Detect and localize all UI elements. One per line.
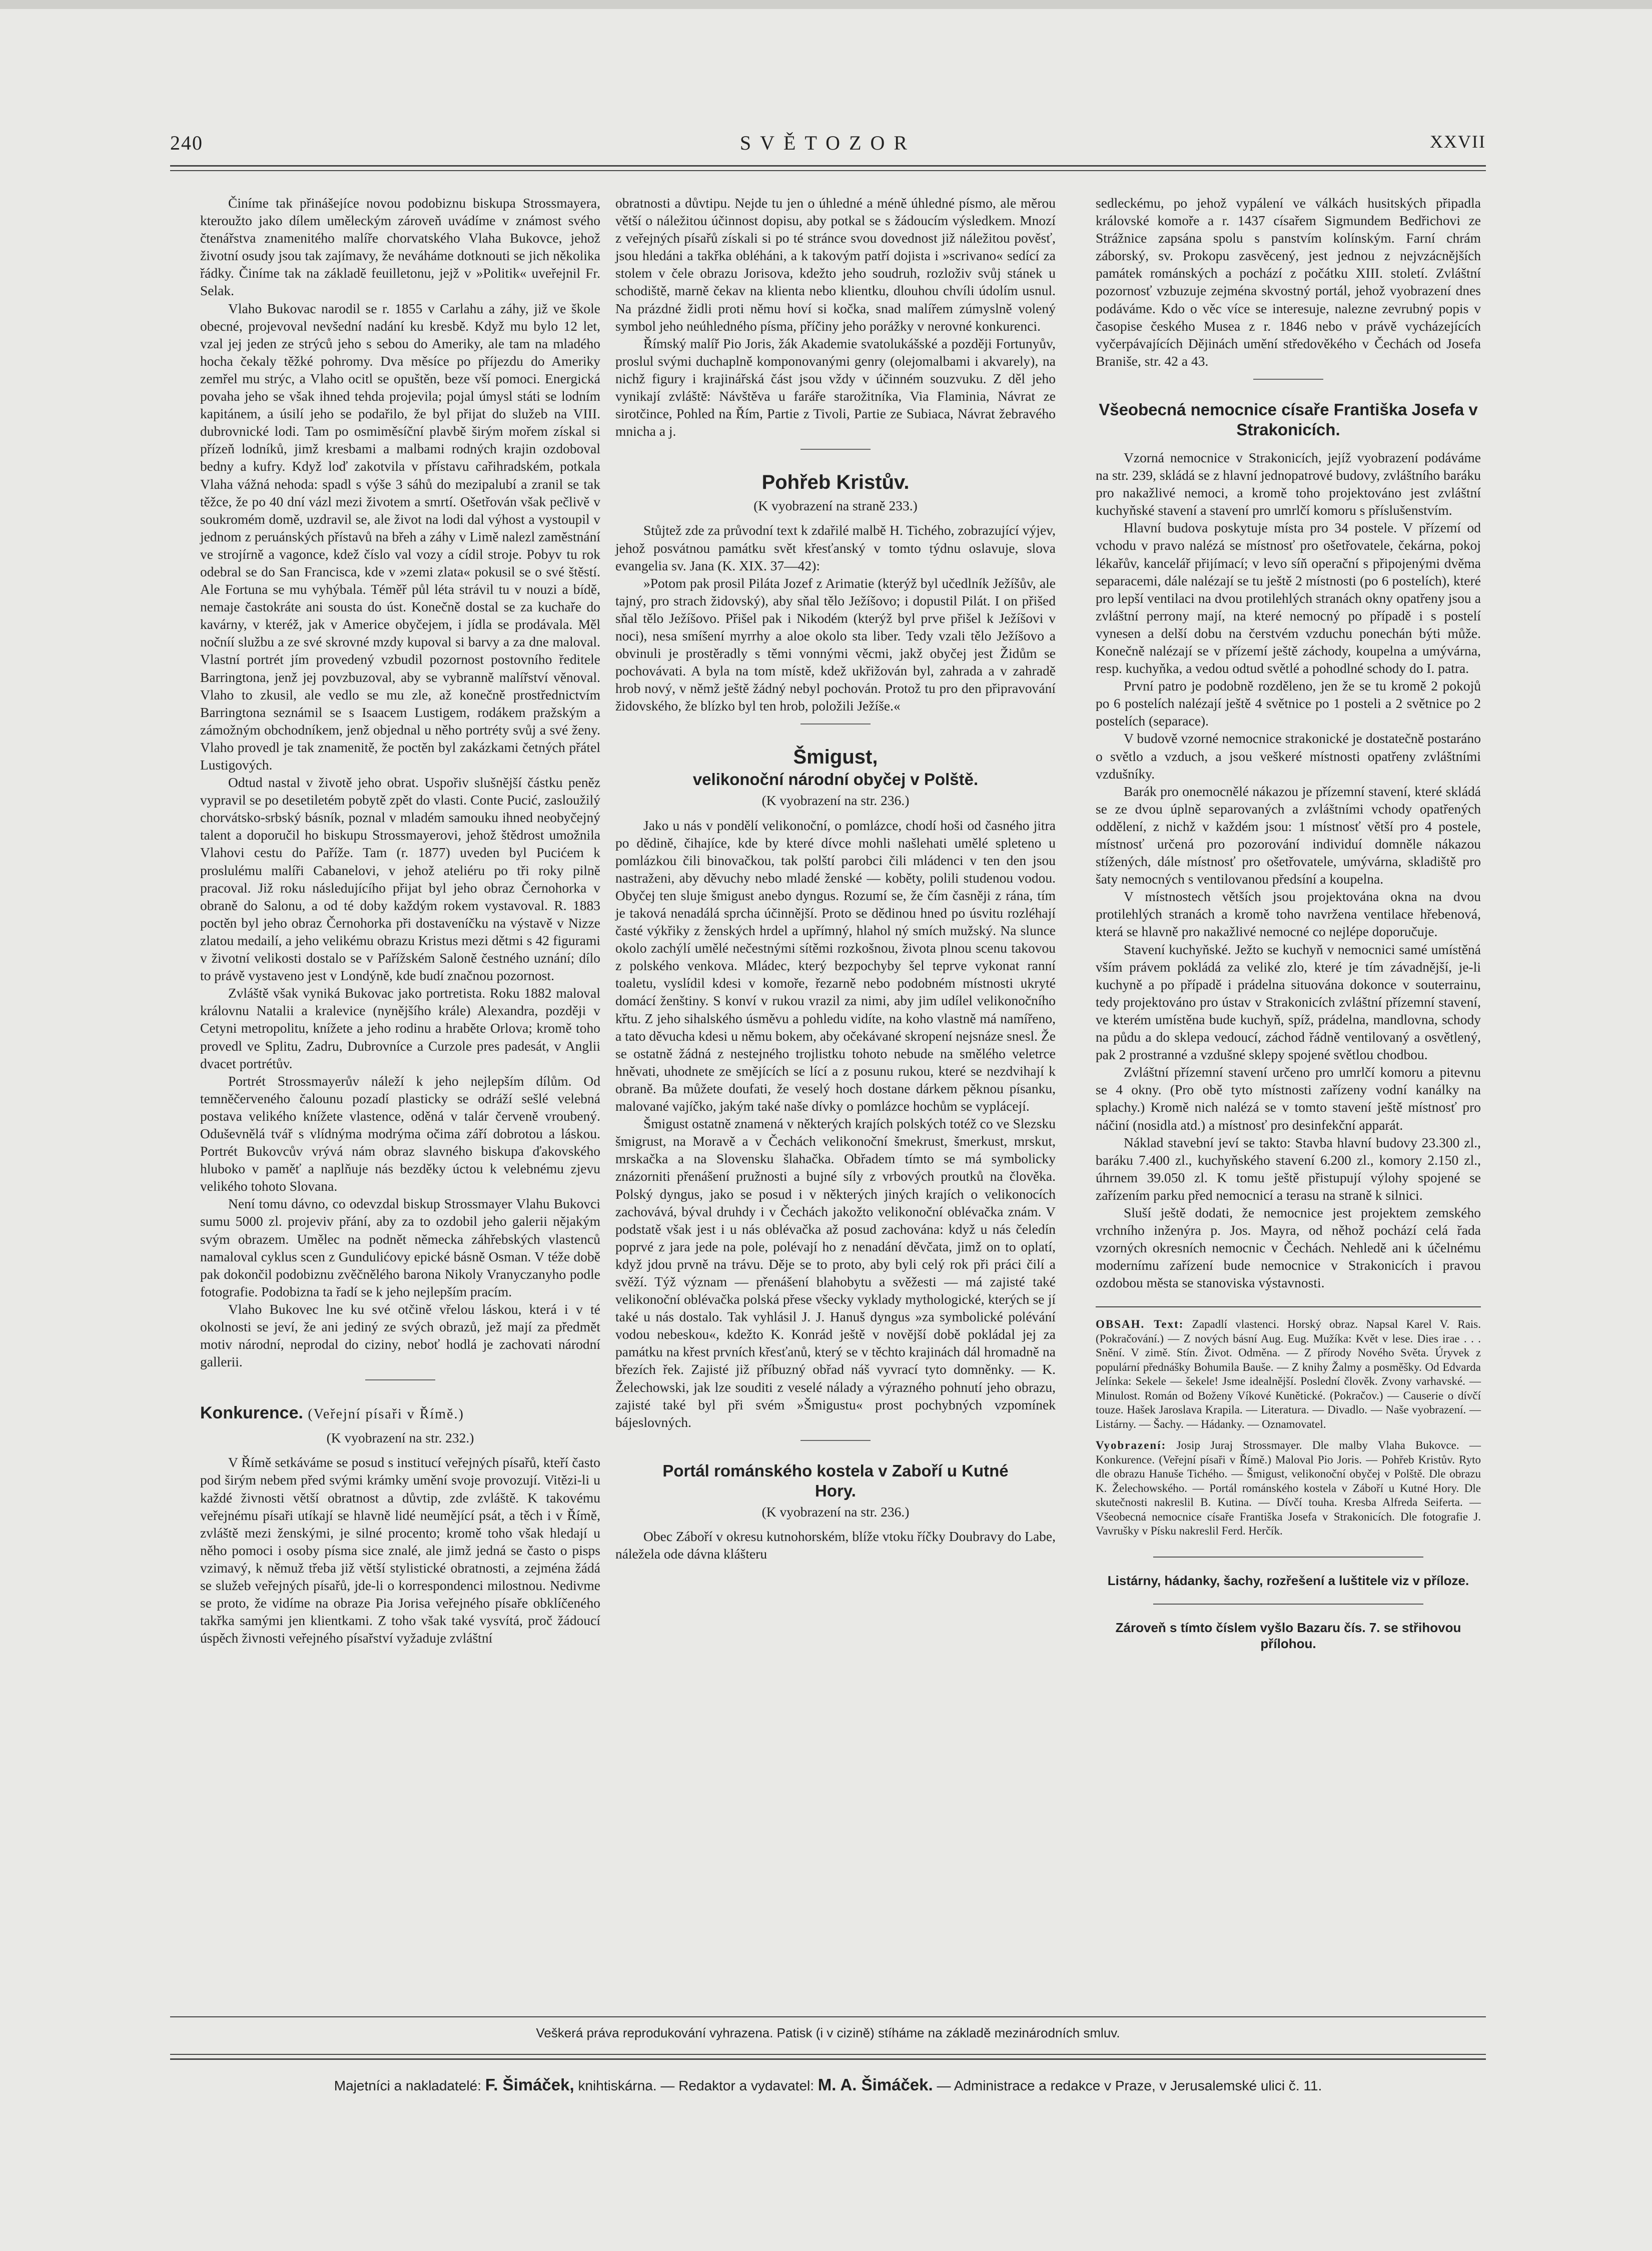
illustration-reference: (K vyobrazení na str. 232.) <box>326 1430 474 1446</box>
paragraph: Stůjtež zde za průvodní text k zdařilé malbě H. Tichého, zobrazující výjev, jehož posvátnou památku svět křesťanský v tomto týdnu oslavuje, slova evangelia sv. Jana (K. XIX. 37—42): <box>615 522 1056 573</box>
illustration-reference: (K vyobrazení na str. 236.) <box>761 793 910 809</box>
section-divider <box>800 723 871 724</box>
paragraph: Římský malíř Pio Joris, žák Akademie svatolukášské a později Fortunyův, proslul svými duchaplně komponovanými genry (olejomalbami i akvarely), na nichž figury i krajinářská část jsou vždy v účinném souzvuku. Z děl jeho vynikají zvláště: Návštěva u faráře starožitníka, Via Flaminia, Návrat ze sirotčince, Pohled na Řím, Partie z Tivoli, Partie ze Subiaca, Návrat žebravého mnicha a j. <box>615 335 1056 439</box>
paragraph: V místnostech větších jsou projektována okna na dvou protilehlých stranách a kromě toho navržena ventilace hřebenová, která se hlavně pro nakažlivé nemocné co nejlépe doporučuje. <box>1096 889 1481 940</box>
column-1 <box>200 194 600 1647</box>
owner-label: Majetníci a nakladatelé: <box>334 2078 481 2093</box>
paragraph: Jako u nás v pondělí velikonoční, o pomlázce, chodí hoši od časného jitra po dědině, čihajíce, kde by které dívce mohli našlehati umělé spleteno u pomlázkou čili binovačkou, tak polští parobci čili mládenci v ten den jsou nastraženi, aby děvuchy nebo mladé ženské — koběty, polili studenou vodou. Obyčej ten sluje šmigust anebo dyngus. Rozumí se, že čím časněji z rána, tím je taková nenadálá sprcha účinnější. Proto se dědinou hned po úsvitu rozléhají časté výkřiky z ženských hrdel a upřímný, hlahol ný smích mužský. Na slunce okolo zachýlí umělé nečestnými sítěmi rozkošnou, života plnou scenu takovou z polského venkova. Mládec, který bezpochyby šel teprve vykonat ranní toaletu, vyslídil kdesi v komoře, řezarně nebo podobném místnosti ukryté domácí ženštiny. S konví v rukou vrazil za nimi, aby jim udílel velikonočního křtu. Z jeho sihalského úsměvu a pohledu vidíte, na koho vlastně má namířeno, a tato děvucha kdesi u němu bokem, aby očekávané skropení nejsnáze snesl. Že se ostatně žádná z nestejného trojlistku tohoto nebude na smělého veletrce hněvati, uhodnete ze smějících se lící a z posunu rukou, které se nezdvihají k obraně. Ba můžete doufati, že veselý hoch dostane dárkem pěknou písanku, malované vajíčko, jakým také naše dívky o pomlázce hochům se vyplácejí. <box>615 817 1056 1114</box>
notes-rule <box>1153 1557 1423 1558</box>
supplement-notes <box>1096 1557 1481 1652</box>
paragraph: Zvláštní přízemní stavení určeno pro umrlčí komoru a pitevnu se 4 okny. (Pro obě tyto místnosti zařízeny vodní kanálky na splachy.) Kromě nich nalézá se v tomto stavení ještě místnosť pro náčiní (nosidla atd.) a místnosť pro desinfekční apparát. <box>1096 1064 1481 1133</box>
administration-address: — Administrace a redakce v Praze, v Jerusalemské ulici č. 11. <box>937 2078 1322 2093</box>
paragraph: Odtud nastal v životě jeho obrat. Uspořiv slušnější částku peněz vypravil se po desetiletém pobytě zpět do vlasti. Conte Pucić, zasloužilý chorvátsko-srbský básník, poznal v mladém samouku ihned neobyčejný talent a doporučil ho biskupu Strossmayerovi, jehož štědrost umožnila Vlahovi cestu do Paříže. Tam (r. 1877) uveden byl Pucićem k proslulému malíři Cabanelovi, v jehož ateliéru po tři roky pilně pracoval. Již roku následujícího přijat byl jeho obraz Černohorka v obraně do Salonu, a od té doby každým rokem vystavoval. R. 1883 poctěn byl jeho obraz Černohorka při dostaveníčku na výstavě v Nizze zlatou medailí, a jeho velikému obrazu Kristus mezi dětmi s 42 figurami v životní velikosti dostalo se v Pařížském Saloně čestného uznání; dílo to právě vystaveno jest v Londýně, kde budí značnou pozornost. <box>200 775 600 984</box>
running-header <box>170 131 1486 161</box>
article-title: Všeobecná nemocnice císaře Františka Josefa v Strakonicích. <box>1099 400 1478 439</box>
article-title: Portál románského kostela v Zaboří u Kutné Hory. <box>662 1461 1009 1500</box>
title-main: Konkurence. <box>200 1403 303 1423</box>
title-parenthetical: (Veřejní písaři v Římě.) <box>308 1406 464 1422</box>
page-number: 240 <box>170 132 203 154</box>
illustrations-label: Vyobrazení: <box>1096 1439 1167 1452</box>
paragraph: Portrét Strossmayerův náleží k jeho nejlepším dílům. Od temněčerveného čalounu pozadí plasticky se odráží sešlé velebná postava velikého knížete vlastence, oděná v talár červeně vroubený. Oduševnělá tvář s vlídnýma modrýma očima září dobrotou a láskou. Portrét Bukovcův vrývá nám obraz slavného biskupa ďakovského hluboko v paměť a naplňuje nás bezděky úctou k velebnému zjevu velikého tohoto Slovana. <box>200 1073 600 1194</box>
masthead: SVĚTOZOR <box>739 132 917 154</box>
paragraph: V Římě setkáváme se posud s institucí veřejných písařů, kteří často pod širým nebem před svými krámky umění svoje provozují. Vitězi-li u každé živnosti větší obratnost a důvtip, zde zvláště. K takovému veřejnému písaři utíkají se hlavně lidé neumějící psát, a těch i v Římě, zvláště mezi ženskými, je silné procento; kromě toho však hledají u něho pomoci i osoby písma sice znalé, ale jimž jedná se často o pisps vzimavý, k němuž třeba již větší stylistické obratnosti, a zejména žádá se služeb veřejných písařů, jde-li o korrespondenci milostnou. Nedivme se proto, že vidíme na obraze Pia Jorisa veřejného písaře obklíčeného takřka samými jen klientkami. Z toho však také vysvítá, proč žádoucí úspěch živnosti veřejného písařství vyžaduje zvláštní <box>200 1454 600 1646</box>
paragraph: V budově vzorné nemocnice strakonické je dostatečně postaráno o světlo a vzduch, a jsou veškeré místnosti opatřeny zvláštními vzdušníky. <box>1096 730 1481 782</box>
publisher-line <box>170 2075 1486 2094</box>
notes-rule <box>1153 1604 1423 1605</box>
paragraph: Vlaho Bukovec lne ku své otčině vřelou láskou, která i v té okolnosti se jeví, že ani jediný ze svých obrazů, jež mají za předmět motiv národní, neprodal do ciziny, neboť hodlá je zachovati národní gallerii. <box>200 1301 600 1370</box>
table-of-contents <box>1096 1317 1481 1539</box>
footer-rule <box>170 2058 1486 2060</box>
header-rule-thin <box>170 170 1486 171</box>
section-divider <box>365 1379 435 1380</box>
paragraph: První patro je podobně rozděleno, jen že se tu kromě 2 pokojů po 6 postelích nalézají ještě 4 světnice po 1 posteli a 2 světnice po 2 postelích (separace). <box>1096 678 1481 729</box>
owner-name: F. Šimáček, <box>485 2075 574 2094</box>
contents-text-block <box>1096 1317 1481 1431</box>
contents-rule <box>1096 1306 1481 1307</box>
illustration-reference: (K vyobrazení na str. 236.) <box>761 1504 910 1520</box>
column-2 <box>615 194 1056 1563</box>
footer-rule <box>170 2016 1486 2017</box>
rights-notice: Veškerá práva reprodukování vyhrazena. Patisk (i v cizině) stíháme na základě mezinárodních smluv. <box>536 2025 1120 2040</box>
editor-label: knihtiskárna. — Redaktor a vydavatel: <box>578 2078 814 2093</box>
paragraph: Činíme tak přinášejíce novou podobiznu biskupa Strossmayera, kteroužto jako dílem uměleckým zároveň uvádíme v známost svého čtenářstva znamenitého malíře chorvatského Vlaha Bukovce, jehož životní osudy jsou tak zajímavy, že neváháme dotknouti se jich několika řádky. Činíme tak na základě feuilletonu, jejž v »Politik« uveřejnil Fr. Selak. <box>200 195 600 299</box>
contents-text: Zapadlí vlastenci. Horský obraz. Napsal Karel V. Rais. (Pokračování.) — Z nových básní Aug. Eug. Mužíka: Květ v lese. Dies irae . . . Snění. V zimě. Stín. Život. Odměna. — Z přírody Nového Světa. Úryvek z populární přednášky Bohumila Bauše. — Z knihy Žalmy a posměšky. Od Edvarda Jelínka: Sekele — šekele! Jsme idealnější. Poslední člověk. Zvony varhavské. — Minulost. Román od Boženy Víkové Kunětické. (Pokračov.) — Causerie o dívčí touze. Hašek Jaroslava Krapila. — Literatura. — Divadlo. — Naše vyobrazení. — Listárny. — Šachy. — Hádanky. — Oznamovatel. <box>1096 1318 1481 1430</box>
section-divider <box>800 1440 871 1441</box>
paragraph: Vzorná nemocnice v Strakonicích, jejíž vyobrazení podáváme na str. 239, skládá se z hlavní jednopatrové budovy, zvláštního baráku pro nakažlivé nemoci, a kromě toho projektováno jest zvláštní kuchyňské stavení a stavení pro umrlčí komoru s příslušenstvím. <box>1096 449 1481 518</box>
footer-rule <box>170 2054 1486 2055</box>
paragraph: Sluší ještě dodati, že nemocnice jest projektem zemského vrchního inženýra p. Jos. Mayra, od něhož pochází celá řada vzorných okresních nemocnic v Čechách. Nehledě ani k účelnému modernímu zařízení bude nemocnice v Strakonicích i pravou ozdobou města se stanoviska výstavnosti. <box>1096 1204 1481 1291</box>
editor-name: M. A. Šimáček. <box>817 2075 933 2094</box>
section-divider <box>800 449 871 450</box>
paragraph: Hlavní budova poskytuje místa pro 34 postele. V přízemí od vchodu v pravo nalézá se místnosť pro ošetřovatele, čekárna, pokoj lékařův, kancelář přijímací; v levo síň operační s připojenými dvěma separacemi, dále nalézají se tu ještě 2 místnosti (po 6 postelích), které pro lepší ventilaci na dvou protilehlých stranách okny opatřeny jsou a zvláštní perrony mají, na které nemocný po případě i s postelí vynesen a delší dobu na čerstvém vzduchu ponechán býti může. Konečně nalézají se v přízemí ještě záchody, koupelna a umývárna, resp. kuchyňka, a vedou odtud světlé a pohodlné schody do I. patra. <box>1096 520 1481 676</box>
paragraph: Stavení kuchyňské. Ježto se kuchyň v nemocnici samé umístěná vším právem pokládá za veliké zlo, které je tím závadnější, je-li kuchyně a po případě i prádelna situována dokonce v souterrainu, tedy projektováno pro ústav v Strakonicích zvláštní přízemní stavení, ve kterém umístěna bude kuchyň, spíž, prádelna, mandlovna, schody na půdu a do sklepa vedoucí, záchod řádně ventilovaný a osvětlený, pak 2 prostranné a vzdušné sklepy spojené světlou chodbou. <box>1096 941 1481 1063</box>
header-rule <box>170 165 1486 167</box>
paragraph: Barák pro onemocnělé nákazou je přízemní stavení, které skládá se ze dvou úplně separovaných a zvláštními vchody opatřených oddělení, z nichž v každém jsou: 1 místnosť větší pro 4 postele, místnosť určená pro pozorování individuí domněle nákazou stížených, dále místnosť pro ošetřovatele, umývárna, skladiště pro šaty nemocných s ventilovanou předsíní a koupelna. <box>1096 783 1481 887</box>
supplement-note: Zároveň s tímto číslem vyšlo Bazaru čís. 7. se střihovou přílohou. <box>1115 1620 1461 1651</box>
article-title <box>200 1400 600 1427</box>
paragraph: obratnosti a důvtipu. Nejde tu jen o úhledné a méně úhledné písmo, ale měrou větší o náležitou účinnost dopisu, aby potkal se s žádoucím výsledkem. Mnozí z veřejných písařů získali si po té stránce svou dovednost již náležitou pověsť, jsou hledáni a takřka obléháni, a k takovým patří dojista i »scrivano« sedící za stolem v čele obrazu Jorisova, kdežto jeho soudruh, rozloživ svůj stánek u schodiště, marně čekav na klienta nebo klientku, dlouhou chvíli údolím usnul. Na prázdné židli proti němu hoví si kočka, snad malířem zúmyslně volený symbol jeho neúhledného písma, příčiny jeho porážky v nerovné konkurenci. <box>615 195 1056 334</box>
paragraph: sedleckému, po jehož vypálení ve válkách husitských připadla královské komoře a r. 1437 císařem Sigmundem Bedřichovi ze Strážnice zapsána spolu s panstvím kolínským. Farní chrám záborský, sv. Prokopu zasvěcený, jest jednou z nejvzácnějších památek románských a pochází z počátku XIII. století. Zvláštní pozornosť vzbuzuje zejména skvostný portál, jehož vyobrazení dnes podáváme. Kdo o věc více se interesuje, nalezne zevrubný popis v časopise českého Musea z r. 1846 nebo v právě vycházejících vyčerpávajících Dějinách umění středověkého v Čechách od Josefa Braniše, str. 42 a 43. <box>1096 195 1481 369</box>
paragraph: Náklad stavební jeví se takto: Stavba hlavní budovy 23.300 zl., baráku 7.400 zl., kuchyňského stavení 6.200 zl., komory 2.150 zl., úhrnem 39.050 zl. K tomu ještě přistupují výlohy spojené se zařízením parku před nemocnicí a terasu na straně k silnici. <box>1096 1134 1481 1203</box>
paragraph: Šmigust ostatně znamená v některých krajích polských totéž co ve Slezsku šmigrust, na Moravě a v Čechách velikonoční šmekrust, šmerkust, mrskut, mrskačka a na Slovensku šlahačka. Obřadem tímto se má symbolicky znázorniti přenášení pružnosti a bujné síly z vrbových proutků na člověka. Polský dyngus, jako se posud i v některých jiných krajích o velikonocích zachovává, býval druhdy i v Čechách jakožto velikonoční oblévačka znám. V podstatě však jest i u nás oblévačka až posud zachována: když u nás čeledín poprvé z jara jede na pole, polévají ho z nenadání děvčata, jimž on to oplatí, když jdou prvně na trávu. Děje se to proto, aby byli celý rok při práci čilí a svěží. Týž význam — přenášení blahobytu a svěžesti — má zajisté také velikonoční oblévačka polská přese všecky vyklady mythologické, kterých se jí také u nás dostalo. Tak vyhlásil J. J. Hanuš dyngus »za symbolické polévání vodou nebeskou«, kdežto K. Konrád ještě v novější době pokládal jej za památku na křest prvních křesťanů, který se v těchto krajinách dál hromadně na březích řek. Zajisté již příbuzný obřad náš vyvrací tyto domněnky. — K. Želechowski, jak lze souditi z veselé nálady a výrazného pohnutí jeho obrazu, zajisté také byl při svém »Šmigustu« prost pochybných vzpomínek bájeslovných. <box>615 1116 1056 1430</box>
article-title: Šmigust, <box>793 746 878 769</box>
section-divider <box>1253 379 1323 380</box>
article-subtitle: velikonoční národní obyčej v Polště. <box>692 770 979 789</box>
article-title: Pohřeb Kristův. <box>761 471 910 494</box>
illustrations-text: Josip Juraj Strossmayer. Dle malby Vlaha Bukovce. — Konkurence. (Veřejní písaři v Římě.) Maloval Pio Joris. — Pohřeb Kristův. Rytо dle obrazu Hanuše Tichého. — Šmigust, velikonoční obyčej v Polště. Dle obrazu K. Želechowského. — Portál románského kostela v Záboří u Kutné Hory. Dle skutečnosti nakreslil B. Kutina. — Dívčí touha. Kresba Alfreda Seiferta. — Všeobecná nemocnice císaře Františka Josefa v Strakonicích. Dle fotografie J. Vavrušky v Písku nakreslil Ferd. Herčík. <box>1096 1439 1481 1538</box>
paragraph: Vlaho Bukovac narodil se r. 1855 v Carlahu a záhy, již ve škole obecné, projevoval nevšední nadání ku kresbě. Když mu bylo 12 let, vzal jej jeden ze strýců jeho s sebou do Ameriky, ale tam na mladého hocha čekaly těžké pohromy. Dva měsíce po příjezdu do Ameriky zemřel mu strýc, a Vlaho ocitl se opuštěn, beze vší pomoci. Energická povaha jeho se však ihned tehda projevila; pojal úmysl státi se lodním kapitánem, a úsilí jeho se podařilo, že byl přijat do služeb na VIII. dubrovnické lodi. Tam po osmiměsíční plavbě širým mořem získal si přízeň lodníků, jimž kresbami a malbami rodných krajin ozdoboval bedny a kufry. Když loď zakotvila v přístavu cařihradském, potkala Vlaha vážná nehoda: spadl s výše 3 sáhů do mezipalubí a zranil se tak těžce, že po 40 dní vázl mezi životem a smrtí. Ošetřován však pečlivě v soukromém domě, uzdravil se, ale život na lodi dal výhost a vystoupil v jednom z peruánských přístavů na břeh a záhy v Limě nalezl zaměstnání ve strojírně a vagonce, kdež číslo val vozy a cídil stroje. Pobyv tu rok odebral se do San Francisca, kde v »zemi zlata« pokusil se o své štěstí. Ale Fortuna se mu vyhýbala. Téměř půl léta strávil tu v nouzi a bídě, nemaje častokráte ani sousta do úst. Konečně dostal se za kuchaře do kavárny, v kteréž, jak v Americe obyčejem, i jídla se prodávala. Měl nočníí službu a ze své skrovné mzdy kupoval si barvy a za dne maloval. Vlastní portrét jím provedený vzbudil pozornost postovního ředitele Barringtona, jenž jej povzbuzoval, aby se vybranně malířství věnoval. Vlaho to zkusil, ale vedlo se mu zle, až konečně prostřednictvím Barringtona seznámil se s Isaacem Lustigem, rodákem pražským a zámožným obchodníkem, jenž objednal u něho portréty svůj a své ženy. Vlaho provedl je tak znamenitě, že poctěn byl zakázkami četných přátel Lustigových. <box>200 300 600 773</box>
paragraph: Obec Záboří v okresu kutnohorském, blíže vtoku říčky Doubravy do Labe, náleželа ode dávna klášteru <box>615 1528 1056 1562</box>
contents-label: OBSAH. Text: <box>1096 1318 1184 1331</box>
supplement-note: Listárny, hádanky, šachy, rozřešení a luštitele viz v příloze. <box>1107 1573 1469 1588</box>
paragraph: Není tomu dávno, co odevzdal biskup Strossmayer Vlahu Bukovci sumu 5000 zl. projeviv přání, aby za to ozdobil jeho galerii nějakým svým obrazem. Umělec na podnět německa záhřebských vlastenců namaloval cyklus scen z Gundulićovy epické básně Osman. V téže době pak dokončil podobiznu zvěčnělého barona Nikoly Vranyczanyho podle fotografie. Podobizna ta řadí se k jeho nejlepším pracím. <box>200 1196 600 1299</box>
illustration-reference: (K vyobrazení na straně 233.) <box>753 498 918 514</box>
illustrations-block <box>1096 1438 1481 1539</box>
paragraph: Zvláště však vyniká Bukovac jako portretista. Roku 1882 maloval královnu Natalii a kralevice (nynějšího krále) Alexandra, později v Cetyni metropolitu, knížete a jeho rodinu a hraběte Orlova; kromě toho provedl ve Splitu, Zadru, Dubrovníce a Curzole pres padesát, v Anglii dvacet portrétův. <box>200 985 600 1071</box>
column-3 <box>1096 194 1481 1667</box>
scripture-quote: »Potom pak prosil Piláta Jozef z Arimatie (kterýž byl učedlník Ježíšův, ale tajný, pro strach židovský), aby sňal tělo Ježíšovo; i dopustil Pilát. I on přišed sňal tělo Ježíšovo. Přišel pak i Nikodém (kterýž byl prve přišel k Ježíšovi v noci), nesa smíšení myrrhy a aloe okolo sta liber. Tedy vzali tělo Ježíšovo a obvinuli je prostěradly s těmi vonnými věcmi, jakž obyčej jest Židům se pochovávati. A byla na tom místě, kdež ukřižován byl, zahrada a v zahradě hrob nový, v němž ještě žádný nebyl pochován. Protož tu pro den připravování židovského, že blízko byl ten hrob, položili Ježíše.« <box>615 575 1056 714</box>
volume-number: XXVII <box>1430 132 1486 152</box>
